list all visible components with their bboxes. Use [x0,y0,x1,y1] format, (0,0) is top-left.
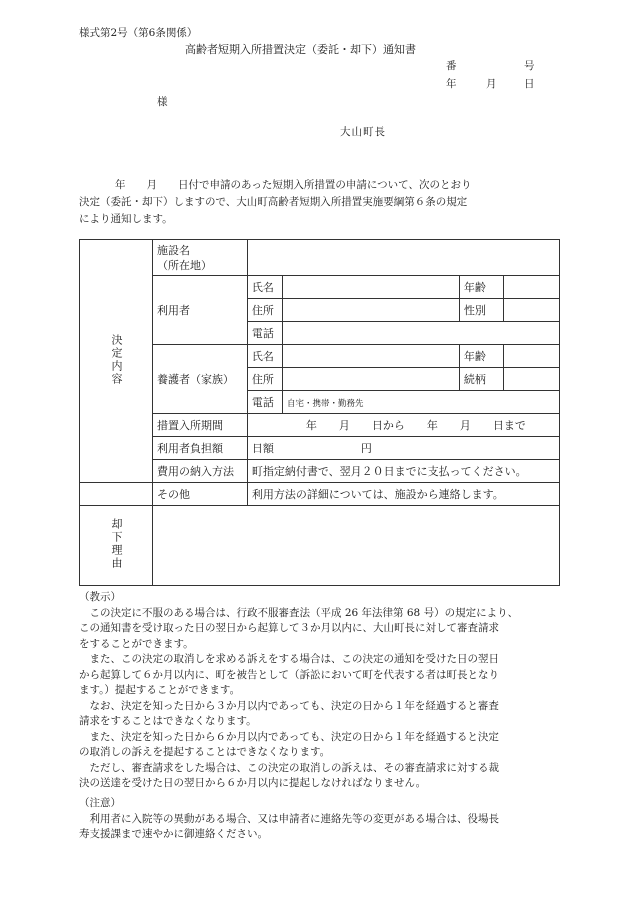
user-sex-value[interactable] [504,299,560,322]
other-value: 利用方法の詳細については、施設から連絡します。 [247,483,559,506]
guardian-address-value[interactable] [283,368,460,391]
facility-value[interactable] [247,240,559,276]
reject-reason-value[interactable] [153,506,560,586]
period-label: 措置入所期間 [153,414,248,437]
guardian-label: 養護者（家族） [153,345,248,414]
yen-label: 円 [360,442,372,455]
notice-line: 請求をすることはできなくなります。 [79,715,257,727]
other-cell [80,483,153,506]
guardian-relation-value[interactable] [504,368,560,391]
user-address-label: 住所 [247,299,282,322]
form-number: 様式第2号（第6条関係） [79,27,198,39]
notice-line: 決の送達を受けた日の翌日から６か月以内に提起しなければなりません。 [79,777,427,789]
cost-label: 利用者負担額 [153,437,248,460]
intro-line-3: により通知します。 [79,213,173,225]
phone-type-note: 自宅・携帯・勤務先 [287,398,364,409]
guardian-name-value[interactable] [283,345,460,368]
user-phone-value[interactable] [283,322,560,345]
caution-heading: （注意） [79,797,121,809]
user-phone-label: 電話 [247,322,282,345]
notice-line: の取消しの訴えを提起することはできなくなります。 [79,746,331,758]
caution-section [79,796,561,843]
reject-cell [80,506,153,586]
notice-line: なお、決定を知った日から３か月以内であっても、決定の日から１年を経過すると審査 [89,699,499,712]
daily-label: 日額 [251,442,274,455]
caution-line: 利用者に入院等の異動がある場合、又は申請者に連絡先等の変更がある場合は、役場長 [89,812,499,825]
addressee-suffix: 様 [157,96,168,108]
notice-heading: （教示） [79,591,121,603]
notice-line: ます。）提起することができます。 [79,684,241,696]
user-name-label: 氏名 [247,276,282,299]
user-sex-label: 性別 [459,299,504,322]
guardian-phone-label: 電話 [247,391,282,414]
year-label: 年 [446,78,457,90]
facility-label-cell [153,240,248,276]
guardian-address-label: 住所 [247,368,282,391]
reject-label: 却下理由 [110,518,123,570]
notice-line: この決定に不服のある場合は、行政不服審査法（平成 26 年法律第 68 号）の規定により、 [89,606,519,619]
intro-line-2: 決定（委託・却下）しますので、大山町高齢者短期入所措置実施要綱第６条の規定 [79,196,468,208]
user-age-label: 年齢 [459,276,504,299]
notice-line: から起算して６か月以内に、町を被告として（訴訟において町を代表する者は町長となり [79,668,499,681]
notice-line: また、決定を知った日から６か月以内であっても、決定の日から１年を経過すると決定 [89,730,499,743]
other-label: その他 [153,483,248,506]
guardian-age-value[interactable] [504,345,560,368]
guardian-name-label: 氏名 [247,345,282,368]
user-name-value[interactable] [283,276,460,299]
intro-text [79,177,561,228]
document-title: 高齢者短期入所措置決定（委託・却下）通知書 [185,43,416,56]
go-label: 号 [524,60,535,72]
notice-line: ただし、審査請求をした場合は、この決定の取消しの訴えは、その審査請求に対する裁 [89,761,499,774]
decision-label: 決定内容 [110,333,123,386]
day-label: 日 [524,78,535,90]
period-value: 年 月 日から 年 月 日まで [247,414,559,437]
facility-location-label: （所在地） [157,258,212,272]
decision-cell [80,240,153,483]
user-address-value[interactable] [283,299,460,322]
intro-line-1: 年 月 日付で申請のあった短期入所措置の申請について、次のとおり [115,179,472,191]
notice-section [79,590,561,792]
guardian-relation-label: 続柄 [459,368,504,391]
guardian-phone-value[interactable] [283,391,560,414]
payment-value: 町指定納付書で、翌月２０日までに支払ってください。 [247,460,559,483]
notice-line: をすることができます。 [79,637,194,650]
facility-label: 施設名 [157,243,190,257]
month-label: 月 [486,78,497,90]
user-label: 利用者 [153,276,248,345]
notice-line: この通知書を受け取った日の翌日から起算して３か月以内に、大山町長に対して審査請求 [79,622,499,634]
guardian-age-label: 年齢 [459,345,504,368]
number-label: 番 [446,60,457,72]
user-age-value[interactable] [504,276,560,299]
notice-line: また、この決定の取消しを求める訴えをする場合は、この決定の通知を受けた日の翌日 [89,653,499,665]
decision-table [79,239,560,586]
payment-label: 費用の納入方法 [153,460,248,483]
cost-value [247,437,559,460]
caution-line: 寿支援課まで速やかに御連絡ください。 [79,828,268,840]
issuer: 大山町長 [340,126,386,138]
